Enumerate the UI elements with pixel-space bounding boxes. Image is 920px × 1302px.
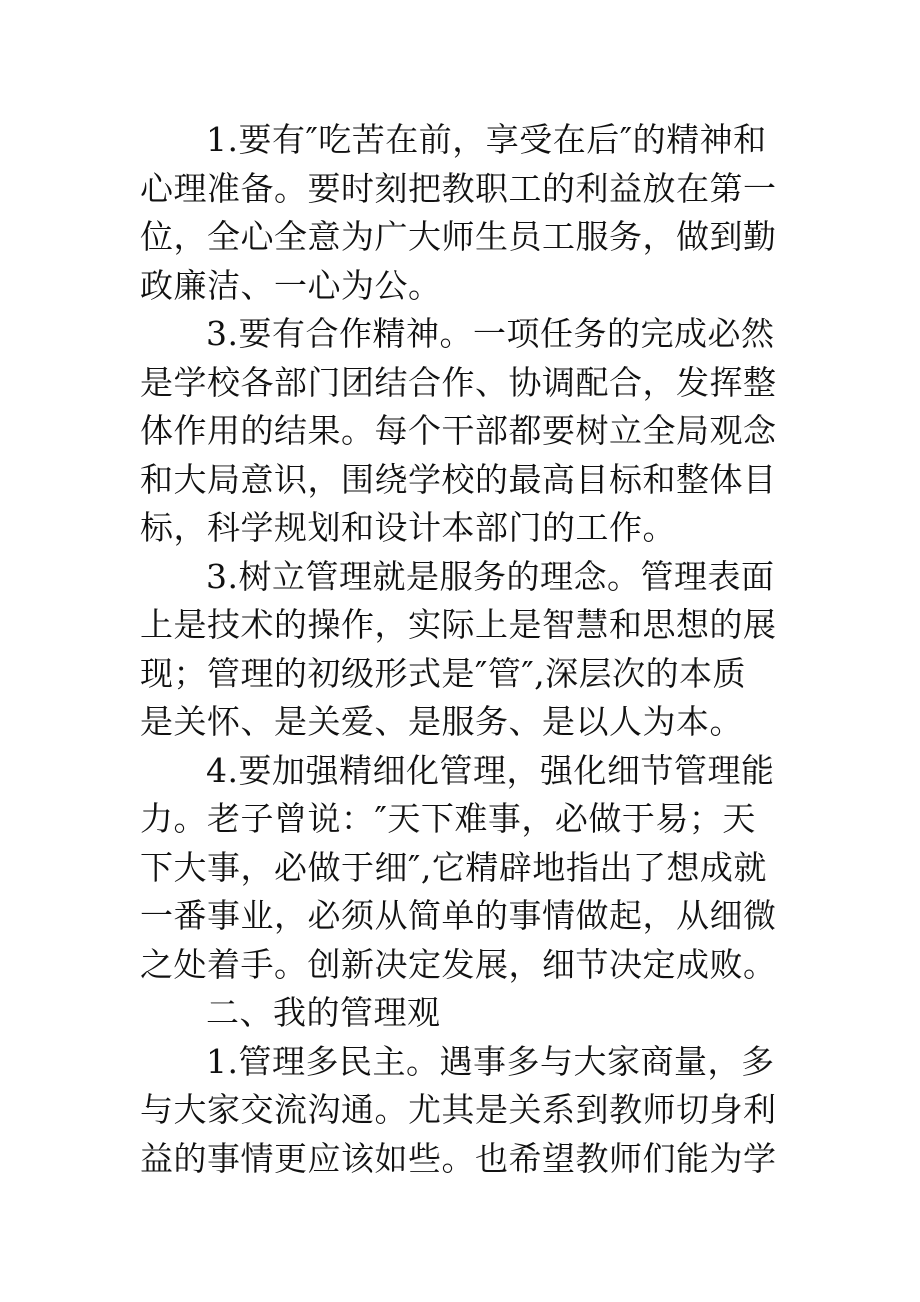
text-line: 是学校各部门团结合作、协调配合，发挥整 <box>140 362 777 402</box>
text-line: 4.要加强精细化管理，强化细节管理能 <box>206 750 775 790</box>
text-line: 3.树立管理就是服务的理念。管理表面 <box>206 556 775 596</box>
text-line: 位，全心全意为广大师生员工服务，做到勤 <box>140 217 777 256</box>
text-line: 是关怀、是关爱、是服务、是以人为本。 <box>140 702 743 741</box>
text-line: 和大局意识，围绕学校的最高目标和整体目 <box>140 459 777 499</box>
section-heading: 二、我的管理观 <box>206 993 441 1032</box>
text-line: 1.要有″吃苦在前，享受在后″的精神和 <box>206 120 767 159</box>
text-line: 政廉洁、一心为公。 <box>140 265 442 305</box>
text-line: 标，科学规划和设计本部门的工作。 <box>140 508 676 547</box>
text-line: 现；管理的初级形式是″管″,深层次的本质 <box>140 653 747 693</box>
text-line: 一番事业，必须从简单的事情做起，从细微 <box>140 896 777 935</box>
text-line: 心理准备。要时刻把教职工的利益放在第一 <box>140 168 777 208</box>
text-line: 3.要有合作精神。一项任务的完成必然 <box>206 314 775 353</box>
text-line: 之处着手。创新决定发展，细节决定成败。 <box>140 944 777 984</box>
text-line: 益的事情更应该如些。也希望教师们能为学 <box>140 1138 777 1178</box>
document-body <box>140 116 790 1183</box>
text-line: 体作用的结果。每个干部都要树立全局观念 <box>140 411 777 450</box>
text-line: 下大事，必做于细″,它精辟地指出了想成就 <box>140 847 767 887</box>
text-line: 1.管理多民主。遇事多与大家商量，多 <box>206 1041 775 1081</box>
text-line: 与大家交流沟通。尤其是关系到教师切身利 <box>140 1090 777 1129</box>
text-line: 上是技术的操作，实际上是智慧和思想的展 <box>140 605 777 644</box>
text-line: 力。老子曾说：″天下难事，必做于易；天 <box>140 799 756 838</box>
